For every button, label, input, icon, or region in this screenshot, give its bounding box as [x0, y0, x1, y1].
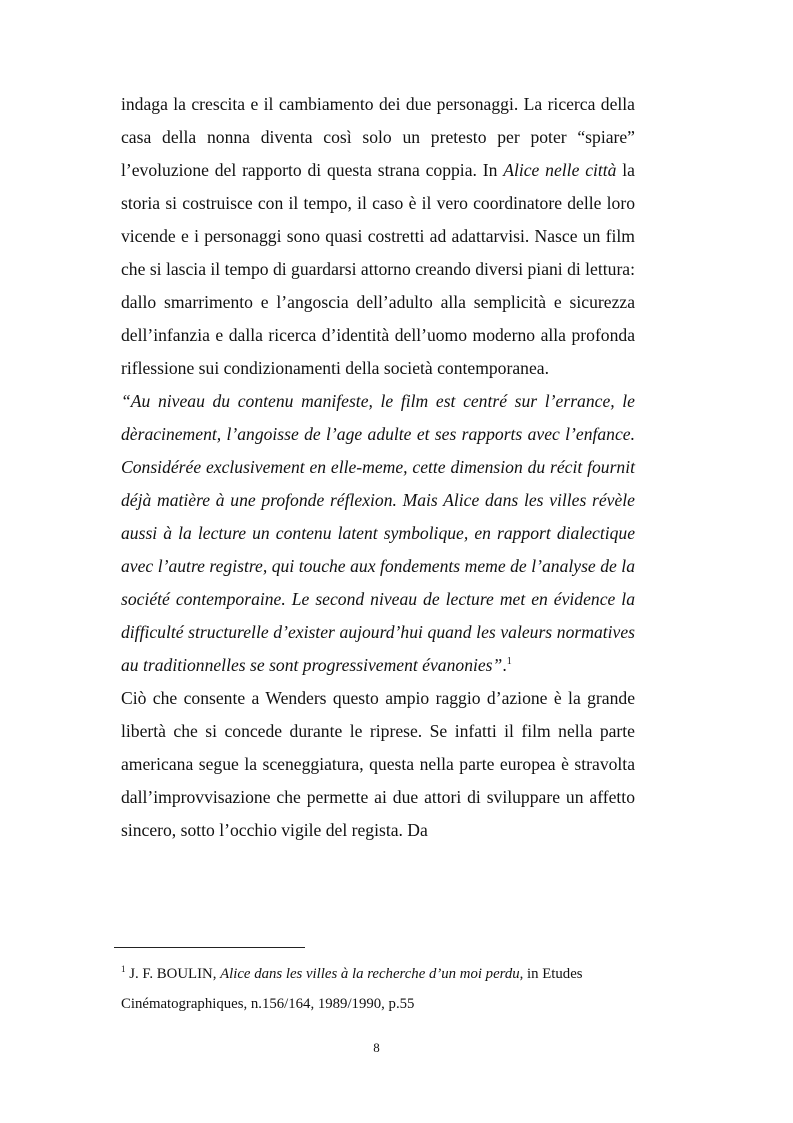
french-quote-text: “Au niveau du contenu manifeste, le film est centré sur l’errance, le dèracinement, l’angoisse de l’age adulte et ses rapports avec l’enfance. Considérée exclusivement en elle-meme, cette dimension du récit fournit déjà matière à une profonde réflexion. Mais Alice dans les villes révèle aussi à la lecture un contenu latent symbolique, en rapport dialectique avec l’autre registre, qui touche aux fondements meme de l’analyse de la société contemporaine. Le second niveau de lecture met en évidence la difficulté structurelle d’exister aujourd’hui quand les valeurs normatives au traditionnelles se sont progressivement évanonies”: [121, 391, 635, 675]
paragraph-3: Ciò che consente a Wenders questo ampio raggio d’azione è la grande libertà che si concede durante le riprese. Se infatti il film nella parte americana segue la sceneggiatura, questa nella parte europea è stravolta dall’improvvisazione che permette ai due attori di sviluppare un affetto sincero, sotto l’occhio vigile del regista. Da: [121, 688, 635, 840]
footnote-reference[interactable]: 1: [506, 656, 512, 668]
footnote-title-italic: Alice dans les villes à la recherche d’un moi perdu: [220, 966, 520, 982]
paragraph-1-text-b: la storia si costruisce con il tempo, il caso è il vero coordinatore delle loro vicende e i personaggi sono quasi costretti ad adattarvisi. Nasce un film che si lascia il tempo di guardarsi attorno creando diversi piani di lettura: dallo smarrimento e l’angoscia dell’adulto alla semplicità e sicurezza dell’infanzia e dalla ricerca d’identità dell’uomo moderno alla profonda riflessione sui condizionamenti della società contemporanea.: [121, 160, 635, 378]
paragraph-1: [121, 88, 635, 385]
page-number: 8: [373, 1040, 380, 1055]
footnote-citation: , in Etudes Cinématographiques, n.156/164, 1989/1990, p.55: [121, 966, 583, 1012]
film-title-italic: Alice nelle città: [503, 160, 617, 180]
quote-end-period: .: [502, 655, 507, 675]
footnote-number: 1: [121, 964, 126, 975]
footnote: [121, 959, 641, 1019]
paragraph-1-text-a: indaga la crescita e il cambiamento dei due personaggi. La ricerca della casa della nonna diventa così solo un pretesto per poter “spiare” l’evoluzione del rapporto di questa strana coppia. In: [121, 94, 635, 180]
footnote-separator: [114, 947, 305, 948]
footnote-author: J. F. BOULIN,: [125, 966, 221, 982]
body-text: [121, 88, 635, 847]
french-quote: [121, 385, 635, 682]
